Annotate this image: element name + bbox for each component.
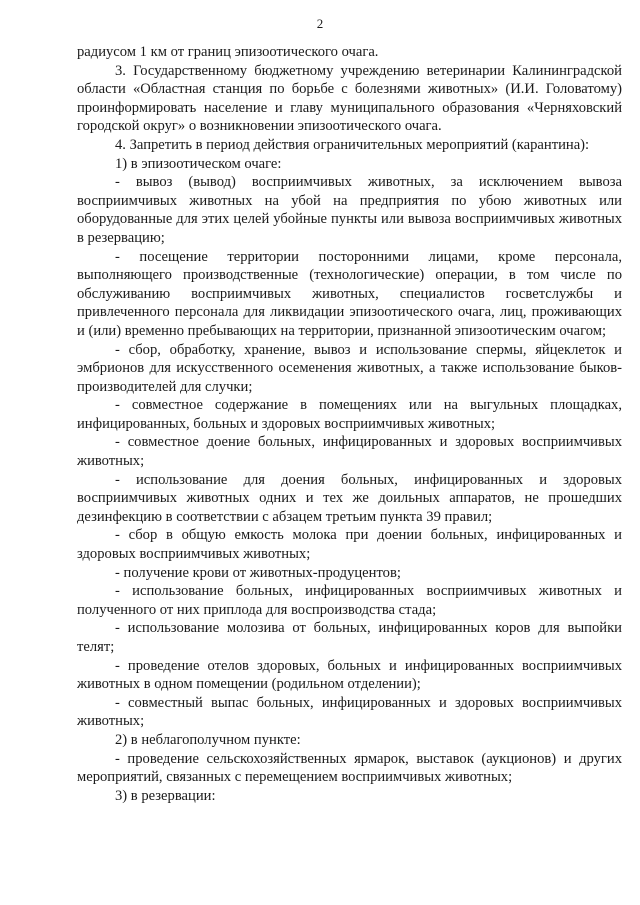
paragraph-18: 3) в резервации: <box>115 787 216 804</box>
document-body <box>77 43 622 805</box>
paragraph-5: - посещение территории посторонними лицами, кроме персонала, выполняющего производственные (технологические) операции, в том числе по обслуживанию восприимчивых животных, специалистов госветслужбы и привлеченного персонала для ликвидации эпизоотического очага, лиц, проживающих и (или) временно пребывающих на территории, признанной эпизоотическим очагом; <box>77 248 622 339</box>
paragraph-3: 1) в эпизоотическом очаге: <box>115 155 282 172</box>
paragraph-10: - сбор в общую емкость молока при доении больных, инфицированных и здоровых восприимчивых животных; <box>77 527 622 563</box>
paragraph-9: - использование для доения больных, инфицированных и здоровых восприимчивых животных одних и тех же доильных аппаратов, не прошедших дезинфекцию в соответствии с абзацем третьим пункта 39 правил; <box>77 471 622 525</box>
paragraph-12: - использование больных, инфицированных восприимчивых животных и полученного от них приплода для воспроизводства стада; <box>77 583 622 618</box>
paragraph-16: 2) в неблагополучном пункте: <box>115 731 301 748</box>
paragraph-8: - совместное доение больных, инфицированных и здоровых восприимчивых животных; <box>77 434 622 470</box>
paragraph-1: 3. Государственному бюджетному учреждению ветеринарии Калининградской области «Областная станция по борьбе с болезнями животных» (И.И. Головатому) проинформировать население и главу муниципального образования «Черняховский городской округ» о возникновении эпизоотического очага. <box>77 62 622 135</box>
paragraph-11: - получение крови от животных-продуцентов; <box>115 564 401 581</box>
paragraph-14: - проведение отелов здоровых, больных и инфицированных восприимчивых животных в одном помещении (родильном отделении); <box>77 657 622 693</box>
paragraph-0: радиусом 1 км от границ эпизоотического очага. <box>77 44 379 60</box>
paragraph-17: - проведение сельскохозяйственных ярмарок, выставок (аукционов) и других мероприятий, связанных с перемещением восприимчивых животных; <box>77 750 622 786</box>
page-number: 2 <box>316 16 324 31</box>
paragraph-2: 4. Запретить в период действия ограничительных мероприятий (карантина): <box>115 136 590 153</box>
paragraph-15: - совместный выпас больных, инфицированных и здоровых восприимчивых животных; <box>77 694 622 730</box>
paragraph-6: - сбор, обработку, хранение, вывоз и использование спермы, яйцеклеток и эмбрионов для искусственного осеменения животных, а также использование быков-производителей для случки; <box>77 341 622 395</box>
paragraph-13: - использование молозива от больных, инфицированных коров для выпойки телят; <box>77 620 622 655</box>
paragraph-4: - вывоз (вывод) восприимчивых животных, за исключением вывоза восприимчивых животных на убой на предприятия по убою животных или оборудованные для этих целей убойные пункты или вывоза восприимчивых животных в резервацию; <box>77 174 622 246</box>
paragraph-7: - совместное содержание в помещениях или на выгульных площадках, инфицированных, больных и здоровых восприимчивых животных; <box>77 397 622 432</box>
